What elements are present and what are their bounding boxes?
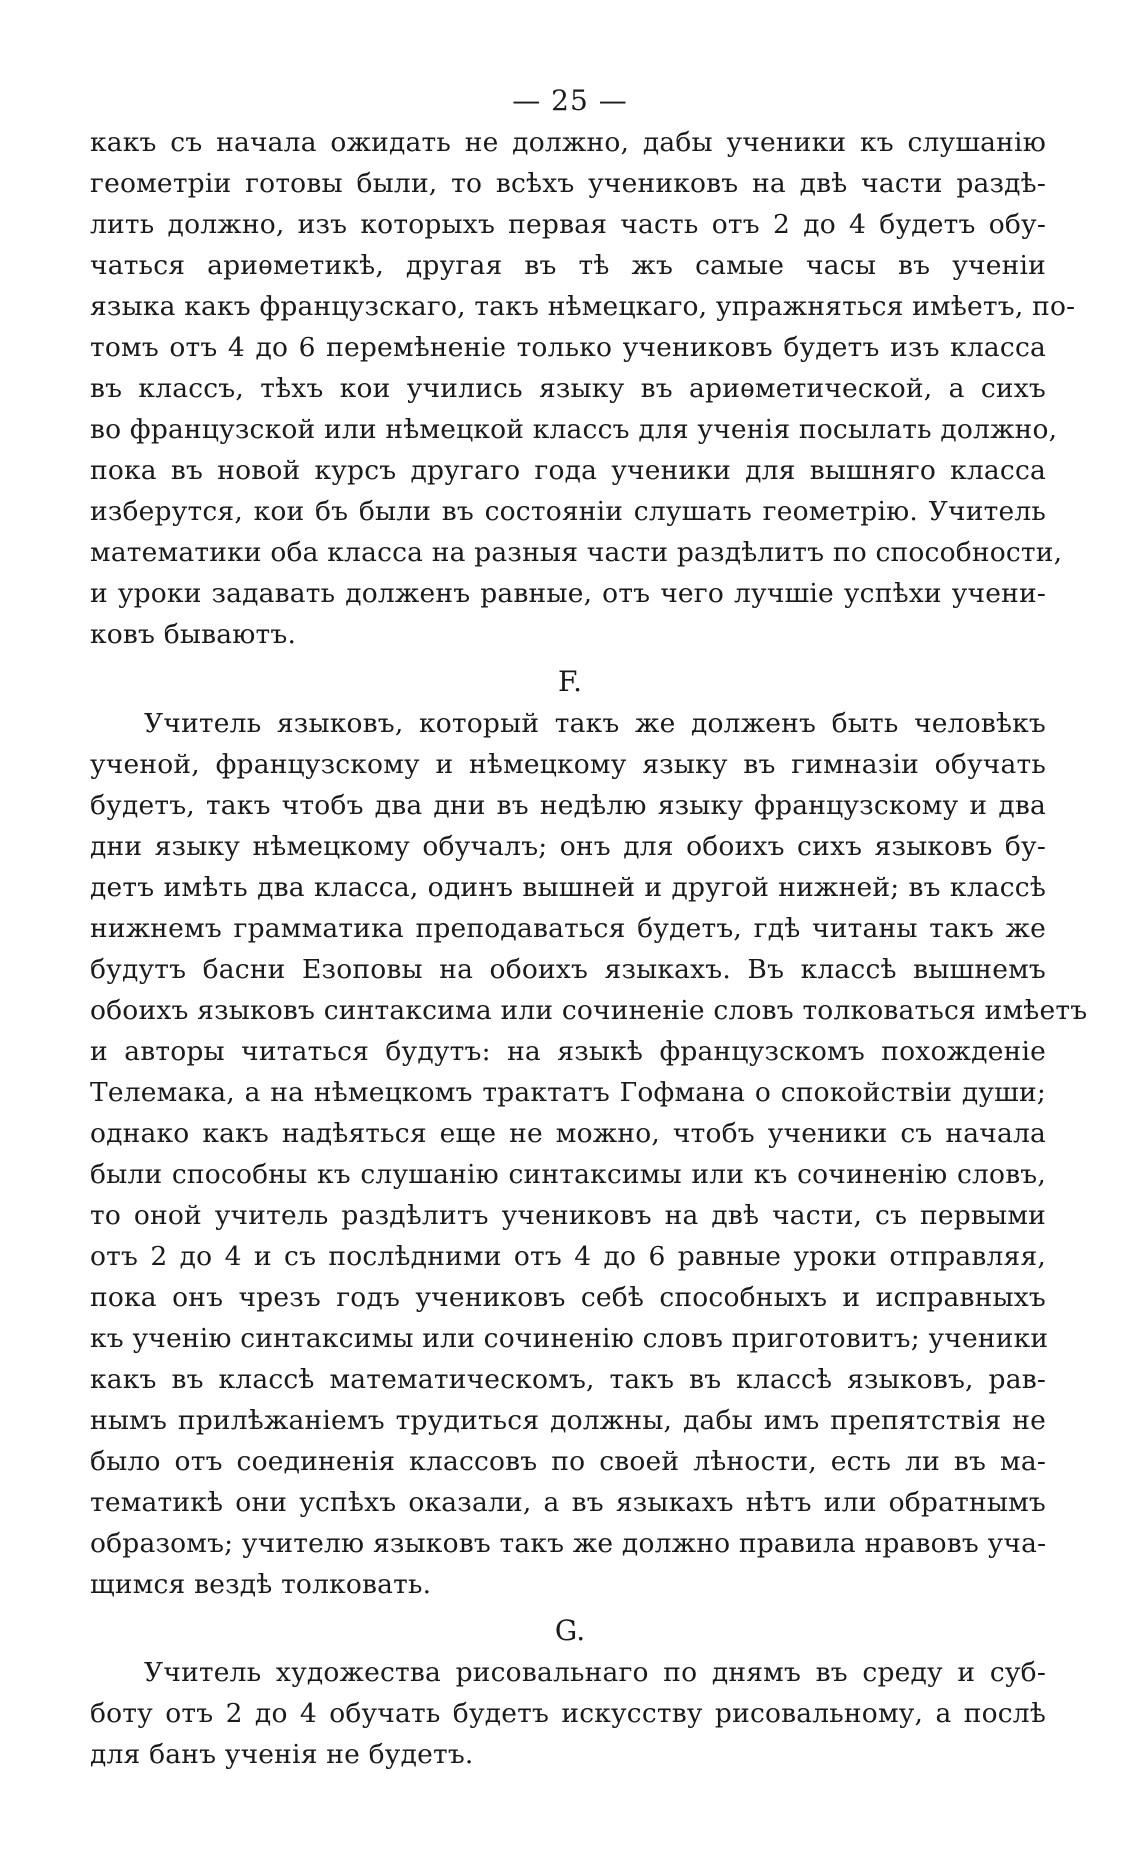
text-line: боту отъ 2 до 4 обучать будетъ искусству рисовальному, а послѣ: [90, 1698, 1046, 1729]
text-line: тематикѣ они успѣхъ оказали, а въ языкахъ нѣтъ или обратнымъ: [90, 1487, 1046, 1518]
text-line: въ классъ, тѣхъ кои учились языку въ ариѳметической, а сихъ: [90, 373, 1046, 404]
text-line: Учитель художества рисовальнаго по днямъ въ среду и суб-: [144, 1657, 1046, 1688]
text-line: образомъ; учителю языковъ такъ же должно правила нравовъ уча-: [90, 1528, 1047, 1559]
text-line: обоихъ языковъ синтаксима или сочиненіе словъ толковаться имѣетъ: [90, 995, 1088, 1026]
text-line: къ ученію синтаксимы или сочиненію словъ приготовитъ; ученики: [90, 1323, 1049, 1354]
text-line: нымъ прилѣжаніемъ трудиться должны, дабы имъ препятствія не: [90, 1405, 1046, 1436]
text-line: языка какъ французскаго, такъ нѣмецкаго, упражняться имѣетъ, по-: [90, 291, 1076, 322]
text-line: детъ имѣть два класса, одинъ вышней и другой нижней; въ классѣ: [90, 872, 1046, 903]
text-line: математики оба класса на разныя части раздѣлитъ по способности,: [90, 537, 1063, 568]
text-line: однако какъ надѣяться еще не можно, чтобъ ученики съ начала: [90, 1118, 1046, 1149]
text-line: томъ отъ 4 до 6 перемѣненіе только учениковъ будетъ изъ класса: [90, 332, 1046, 363]
text-line: изберутся, кои бъ были въ состояніи слушать геометрію. Учитель: [90, 496, 1046, 527]
text-line: во французской или нѣмецкой классъ для ученія посылать должно,: [90, 414, 1058, 445]
text-line: Учитель языковъ, который такъ же долженъ быть человѣкъ: [144, 708, 1046, 739]
text-line: были способны къ слушанію синтаксимы или къ сочиненію словъ,: [90, 1159, 1046, 1190]
text-line: и авторы читаться будутъ: на языкѣ французскомъ похожденіе: [90, 1036, 1046, 1067]
text-line: было отъ соединенія классовъ по своей лѣности, есть ли въ ма-: [90, 1446, 1046, 1477]
text-line: то оной учитель раздѣлитъ учениковъ на двѣ части, съ первыми: [90, 1200, 1046, 1231]
text-line: отъ 2 до 4 и съ послѣдними отъ 4 до 6 равные уроки отправляя,: [90, 1241, 1046, 1272]
text-line: ковъ бываютъ.: [90, 619, 297, 650]
paragraph-1: [90, 122, 1076, 655]
text-line: пока онъ чрезъ годъ учениковъ себѣ способныхъ и исправныхъ: [90, 1282, 1046, 1313]
paragraph-3: [90, 1652, 1046, 1775]
text-line: какъ въ классѣ математическомъ, такъ въ классѣ языковъ, рав-: [90, 1364, 1046, 1395]
text-line: Телемака, а на нѣмецкомъ трактатъ Гофмана о спокойствіи души;: [90, 1077, 1046, 1108]
text-line: будутъ басни Езоповы на обоихъ языкахъ. Въ классѣ вышнемъ: [90, 954, 1046, 985]
text-line: чаться ариѳметикѣ, другая въ тѣ жъ самые часы въ ученіи: [90, 250, 1046, 281]
text-line: лить должно, изъ которыхъ первая часть отъ 2 до 4 будетъ обу-: [90, 209, 1046, 240]
text-line: для банъ ученія не будетъ.: [90, 1739, 474, 1770]
text-line: геометріи готовы были, то всѣхъ учениковъ на двѣ части раздѣ-: [90, 168, 1046, 199]
text-line: будетъ, такъ чтобъ два дни въ недѣлю языку французскому и два: [90, 790, 1046, 821]
text-line: щимся вездѣ толковать.: [90, 1569, 432, 1600]
page-number: — 25 —: [512, 84, 628, 117]
text-line: дни языку нѣмецкому обучалъ; онъ для обоихъ сихъ языковъ бу-: [90, 831, 1046, 862]
paragraph-2: [90, 703, 1088, 1605]
text-line: какъ съ начала ожидать не должно, дабы ученики къ слушанію: [90, 127, 1046, 158]
section-heading-f: F.: [558, 665, 582, 698]
text-line: и уроки задавать долженъ равные, отъ чего лучшіе успѣхи учени-: [90, 578, 1046, 609]
text-line: ученой, французскому и нѣмецкому языку въ гимназіи обучать: [90, 749, 1046, 780]
text-line: пока въ новой курсъ другаго года ученики для вышняго класса: [90, 455, 1046, 486]
section-heading-g: G.: [554, 1614, 586, 1647]
text-line: нижнемъ грамматика преподаваться будетъ, гдѣ читаны такъ же: [90, 913, 1046, 944]
